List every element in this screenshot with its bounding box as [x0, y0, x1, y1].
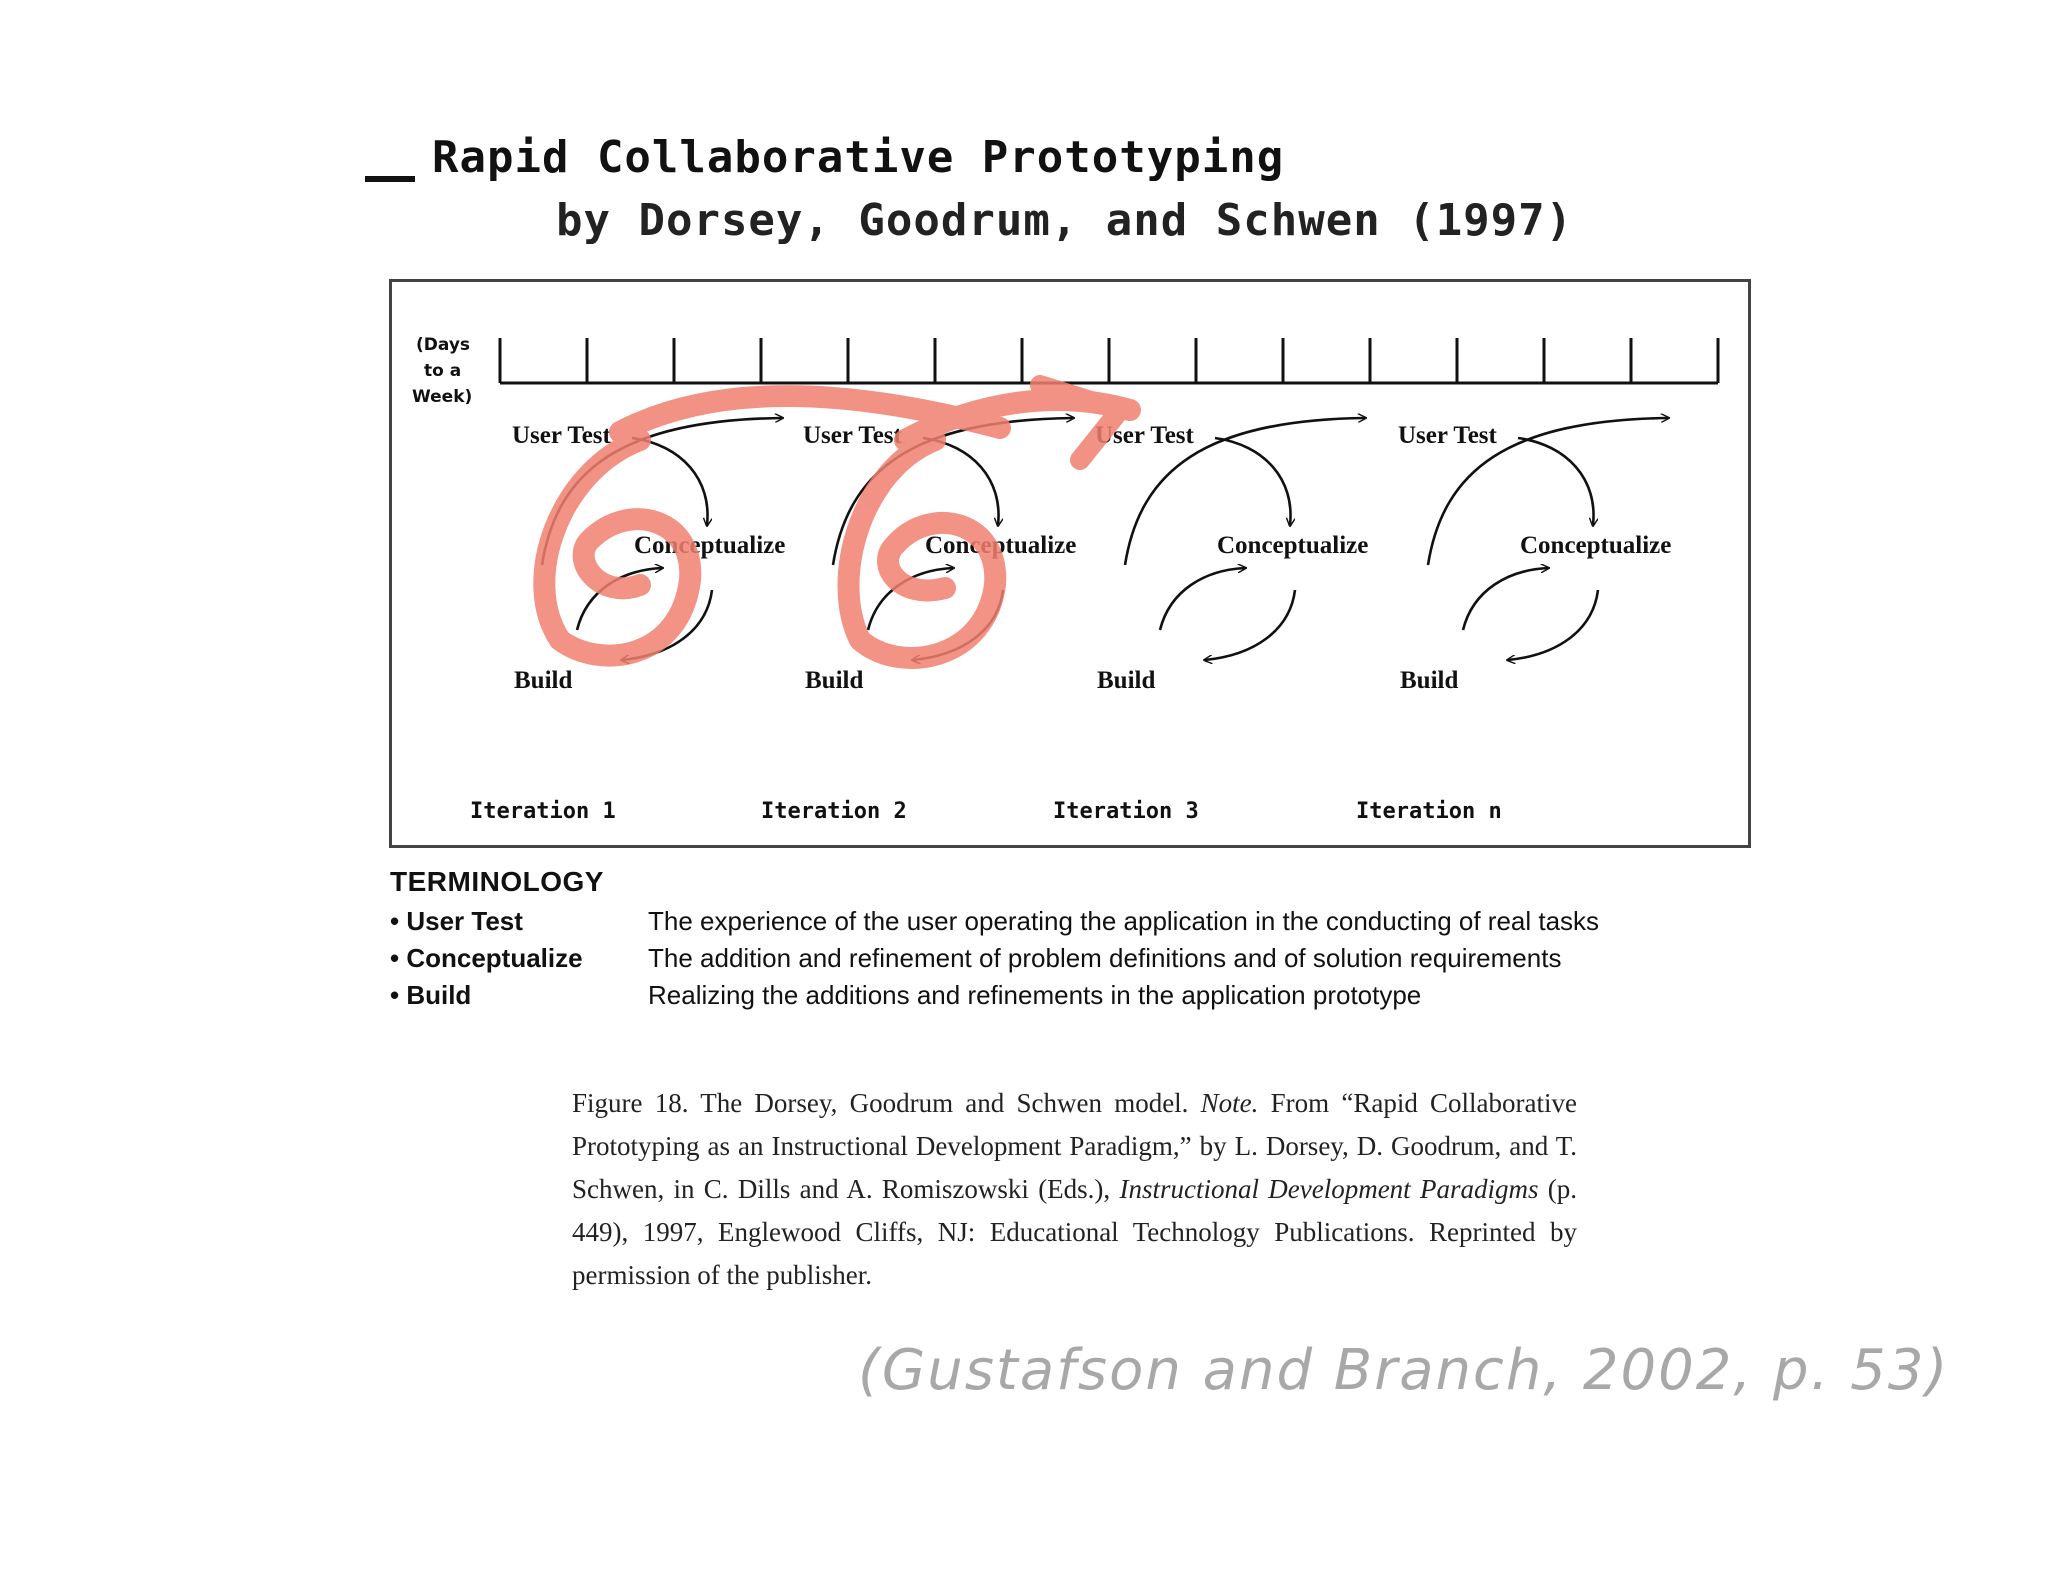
to-build-arrow-up: [1463, 568, 1548, 630]
caption-book: Instructional Development Paradigms: [1119, 1174, 1539, 1204]
user-test-label: User Test: [803, 422, 902, 449]
build-label: Build: [1097, 667, 1156, 694]
iteration-label: Iteration n: [1356, 799, 1502, 824]
page-subtitle: by Dorsey, Goodrum, and Schwen (1997): [556, 195, 1574, 246]
iteration-label: Iteration 3: [1053, 799, 1199, 824]
conceptualize-label: Conceptualize: [1217, 532, 1369, 559]
iteration-3: [1053, 418, 1368, 824]
conceptualize-label: Conceptualize: [634, 532, 786, 559]
axis-label-line-3: Week): [412, 387, 473, 407]
conceptualize-label: Conceptualize: [1520, 532, 1672, 559]
iteration-1: [470, 418, 785, 824]
axis-label-line-1: (Days: [416, 335, 471, 355]
axis-label-line-2: to a: [424, 361, 462, 381]
page-title: Rapid Collaborative Prototyping: [432, 132, 1285, 183]
to-conceptualize-arrow: [1215, 438, 1291, 525]
build-label: Build: [1400, 667, 1459, 694]
caption-figure: Figure 18.: [572, 1088, 689, 1118]
iteration-label: Iteration 2: [761, 799, 907, 824]
figure-caption: [572, 1082, 1577, 1297]
build-label: Build: [514, 667, 573, 694]
timeline-ticks: [500, 338, 1718, 383]
caption-note: Note.: [1200, 1088, 1259, 1118]
def-conceptualize: The addition and refinement of problem definitions and of solution requirements: [648, 943, 1562, 973]
term-user-test: • User Test: [390, 906, 523, 936]
conceptualize-label: Conceptualize: [925, 532, 1077, 559]
to-build-arrow-up: [1160, 568, 1245, 630]
iteration-label: Iteration 1: [470, 799, 616, 824]
to-build-arrow-down: [1508, 590, 1598, 660]
caption-text-2: From “Rapid Collaborative Prototyping as an Instructional Development Paradigm,” by L. Dorsey, D. Goodrum, and T. Schwen, in C. Dills and A. Romiszowski (Eds.),: [572, 1088, 1578, 1204]
iterations: [470, 418, 1671, 824]
build-label: Build: [805, 667, 864, 694]
to-build-arrow-down: [1205, 590, 1295, 660]
term-build: • Build: [390, 980, 472, 1010]
def-user-test: The experience of the user operating the application in the conducting of real tasks: [648, 906, 1600, 936]
iteration-2: [761, 418, 1076, 824]
user-test-label: User Test: [512, 422, 611, 449]
user-test-label: User Test: [1095, 422, 1194, 449]
def-build: Realizing the additions and refinements in the application prototype: [648, 980, 1422, 1010]
to-conceptualize-arrow: [1518, 438, 1594, 525]
caption-text-3: (p. 449), 1997, Englewood Cliffs, NJ: Educational Technology Publications. Reprinted by permission of the publisher.: [572, 1174, 1577, 1290]
iteration-4: [1356, 418, 1671, 824]
term-conceptualize: • Conceptualize: [390, 943, 583, 973]
terminology-heading: TERMINOLOGY: [390, 866, 604, 897]
user-test-label: User Test: [1398, 422, 1497, 449]
handwritten-citation: (Gustafson and Branch, 2002, p. 53): [858, 1338, 1950, 1403]
terminology: [390, 866, 1600, 1010]
caption-text-1: The Dorsey, Goodrum and Schwen model.: [700, 1088, 1189, 1118]
